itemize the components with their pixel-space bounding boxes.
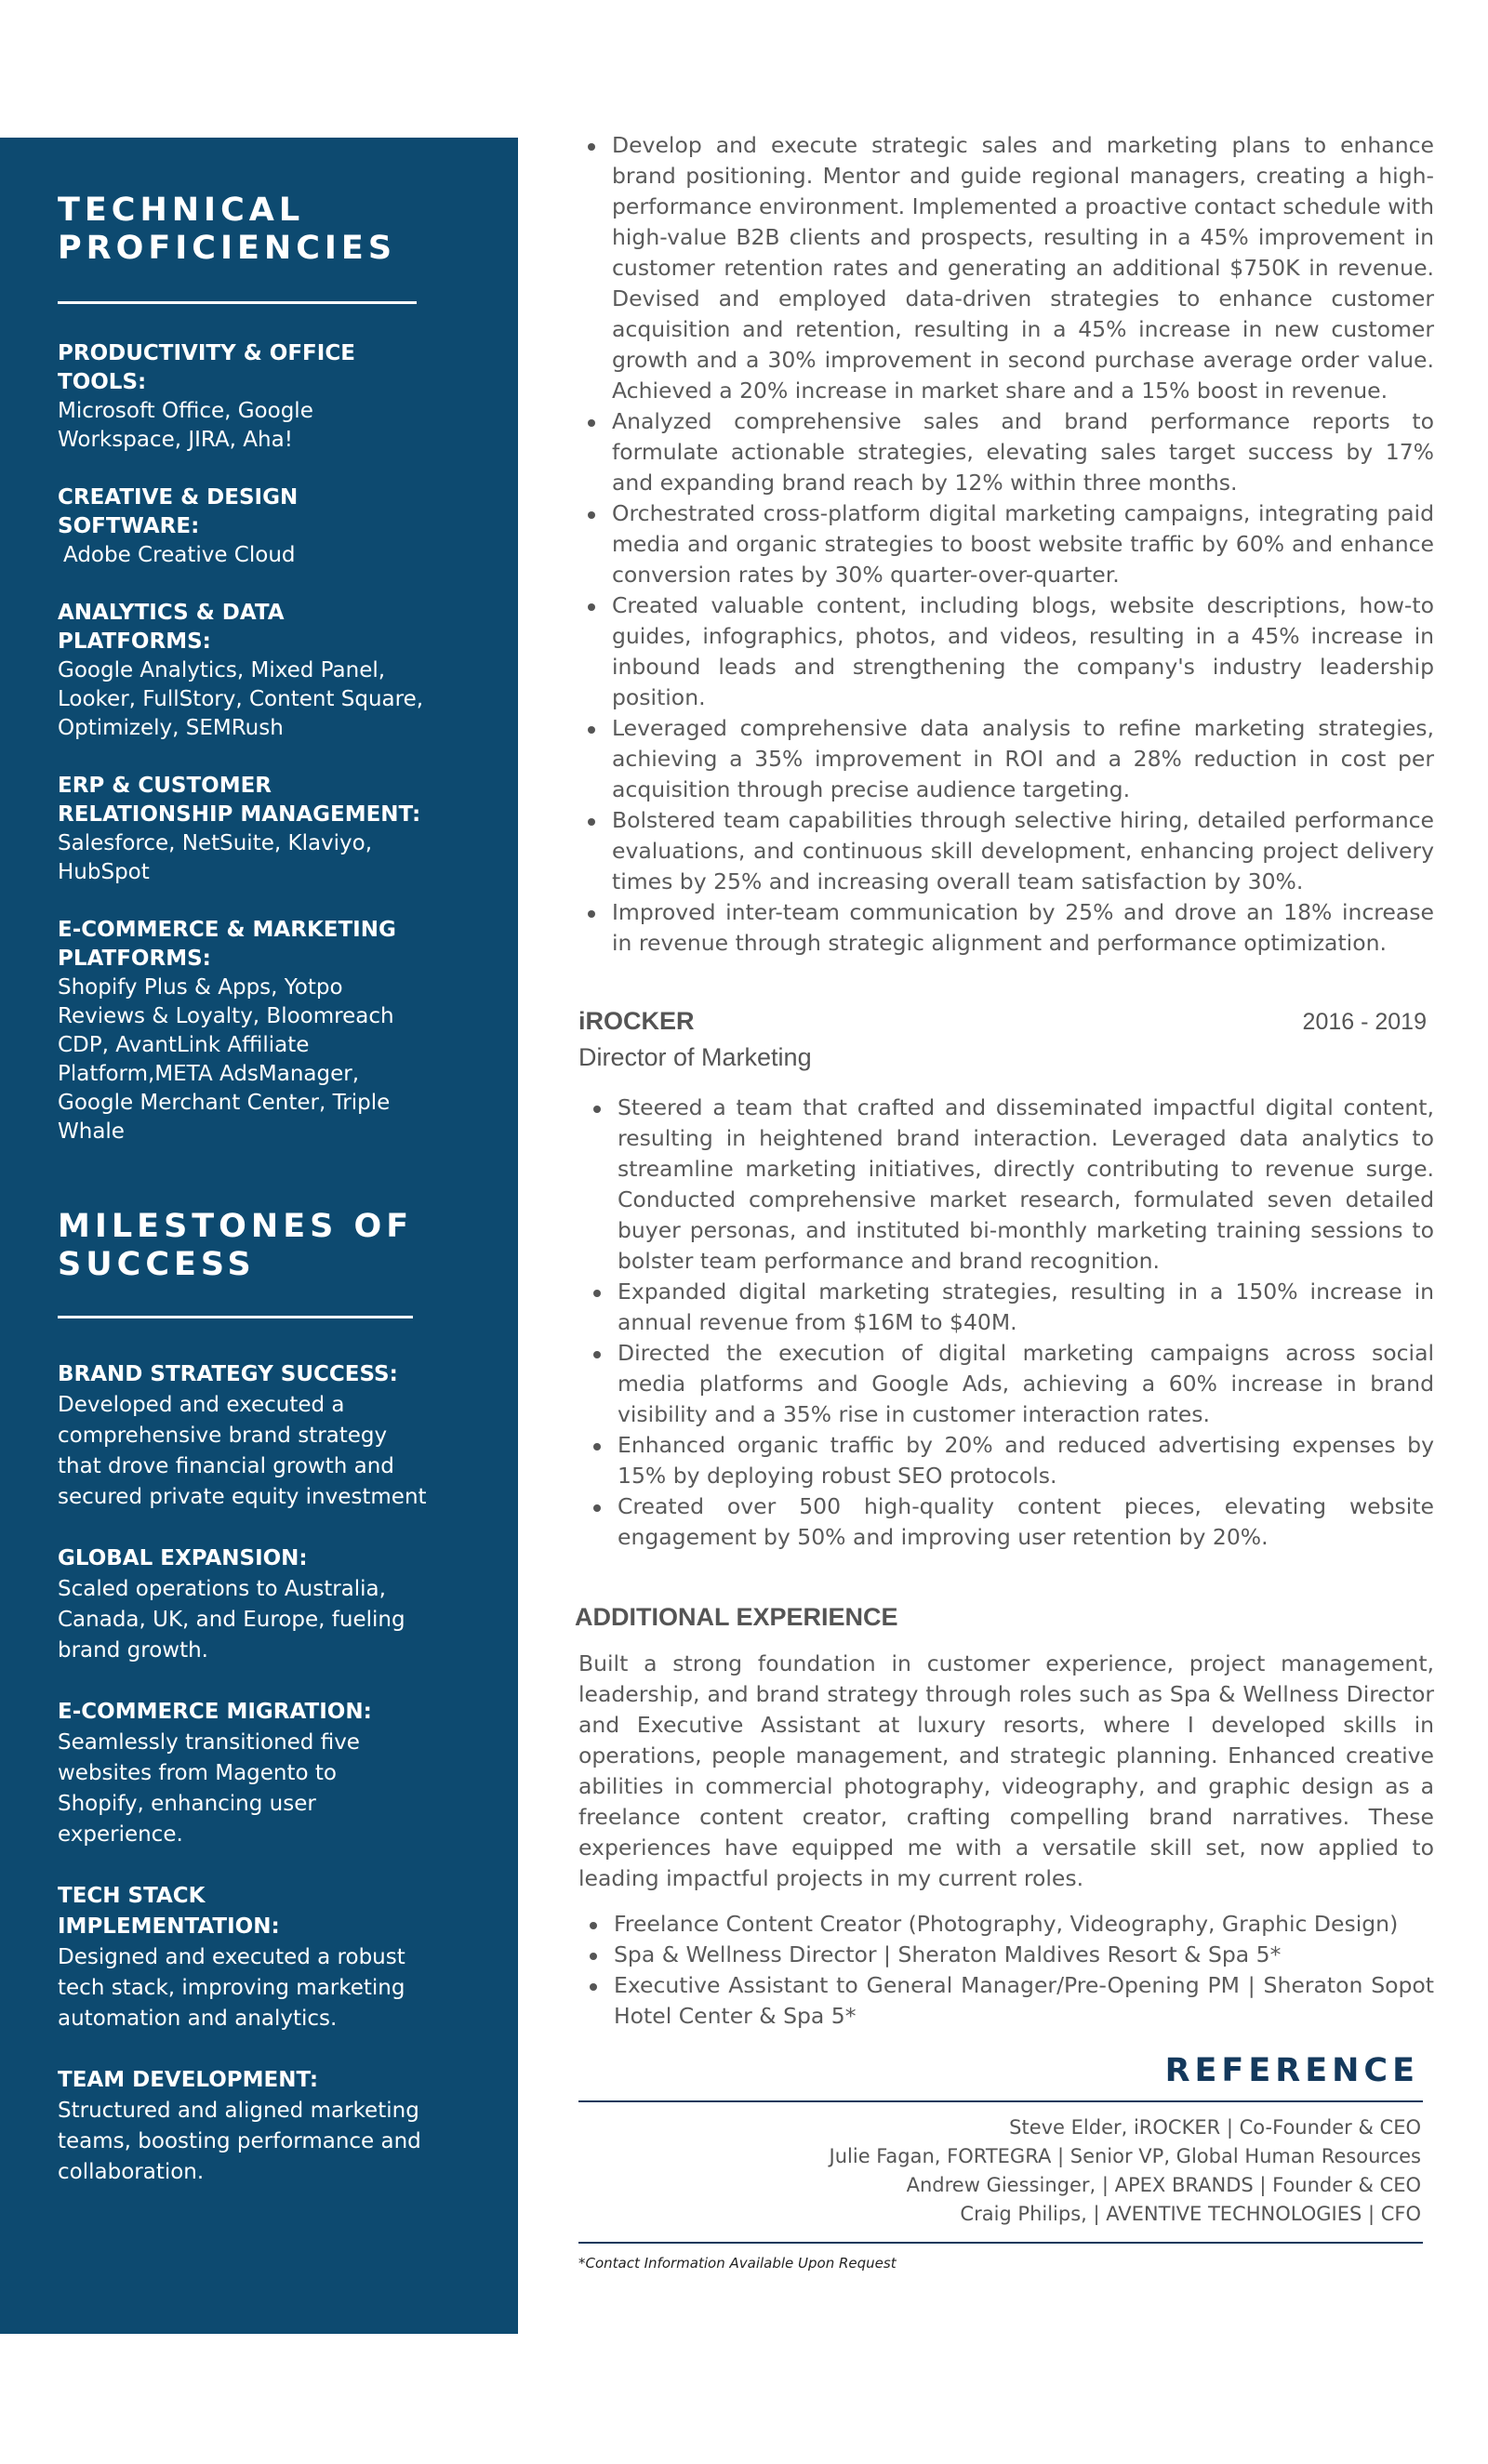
list-item: Created valuable content, including blogs, website descriptions, how-to guides, infographics, photos, and videos, resulting in a 45% increase in inbound leads and strengthening the company's industry leadership position. xyxy=(578,590,1434,713)
proficiencies-list xyxy=(58,339,430,1146)
milestones-heading: MILESTONES OF SUCCESS xyxy=(58,1208,414,1283)
sidebar-divider xyxy=(58,301,417,304)
milestone-text: Seamlessly transitioned five websites from Magento to Shopify, enhancing user experience. xyxy=(58,1730,360,1847)
additional-roles-list xyxy=(578,1909,1434,2032)
milestone-item xyxy=(58,1881,430,2034)
list-item: Enhanced organic traffic by 20% and reduced advertising expenses by 15% by deploying robust SEO protocols. xyxy=(578,1430,1434,1491)
proficiency-label: E-COMMERCE & MARKETING PLATFORMS: xyxy=(58,918,396,971)
list-item: Executive Assistant to General Manager/Pre-Opening PM | Sheraton Sopot Hotel Center & Spa 5* xyxy=(578,1970,1434,2032)
milestone-label: TECH STACK IMPLEMENTATION: xyxy=(58,1884,280,1939)
list-item: Bolstered team capabilities through selective hiring, detailed performance evaluations, and continuous skill development, enhancing project delivery times by 25% and increasing overall team satisfaction by 30%. xyxy=(578,805,1434,897)
sidebar-divider xyxy=(58,1316,413,1318)
milestone-item xyxy=(58,1543,430,1666)
milestone-label: E-COMMERCE MIGRATION: xyxy=(58,1700,372,1724)
reference-entry: Craig Philips, | AVENTIVE TECHNOLOGIES | CFO xyxy=(960,2203,1421,2225)
main-content xyxy=(575,130,1434,2272)
milestone-label: BRAND STRATEGY SUCCESS: xyxy=(58,1362,398,1386)
proficiency-item xyxy=(58,916,430,1146)
list-item: Created over 500 high-quality content pieces, elevating website engagement by 50% and improving user retention by 20%. xyxy=(578,1491,1434,1553)
reference-divider xyxy=(578,2100,1423,2102)
proficiency-text: Adobe Creative Cloud xyxy=(63,543,296,567)
proficiency-text: Microsoft Office, Google Workspace, JIRA, Aha! xyxy=(58,399,313,452)
list-item: Expanded digital marketing strategies, resulting in a 150% increase in annual revenue from $16M to $40M. xyxy=(578,1277,1434,1338)
technical-proficiencies-heading: TECHNICAL PROFICIENCIES xyxy=(58,192,397,267)
milestone-label: TEAM DEVELOPMENT: xyxy=(58,2068,319,2092)
list-item: Freelance Content Creator (Photography, Videography, Graphic Design) xyxy=(578,1909,1434,1940)
proficiency-text: Shopify Plus & Apps, Yotpo Reviews & Loyalty, Bloomreach CDP, AvantLink Affiliate Platform,META AdsManager, Google Merchant Center, Triple Whale xyxy=(58,975,394,1144)
experience-bullets xyxy=(578,130,1434,959)
milestone-item xyxy=(58,2065,430,2188)
reference-entry: Andrew Giessinger, | APEX BRANDS | Founder & CEO xyxy=(906,2174,1421,2196)
additional-experience-summary: Built a strong foundation in customer experience, project management, leadership, and brand strategy through roles such as Spa & Wellness Director and Executive Assistant at luxury resorts, where I developed skills in operations, people management, and strategic planning. Enhanced creative abilities in commercial photography, videography, and graphic design as a freelance content creator, crafting compelling brand narratives. These experiences have equipped me with a versatile skill set, now applied to leading impactful projects in my current roles. xyxy=(578,1650,1434,1891)
proficiency-label: CREATIVE & DESIGN SOFTWARE: xyxy=(58,485,299,538)
proficiency-item xyxy=(58,484,430,570)
job-header xyxy=(578,1007,1434,1036)
job-dates: 2016 - 2019 xyxy=(1302,1009,1427,1035)
proficiency-label: PRODUCTIVITY & OFFICE TOOLS: xyxy=(58,341,355,394)
reference-footnote: *Contact Information Available Upon Request xyxy=(578,2255,897,2272)
sidebar xyxy=(0,138,518,2334)
list-item: Improved inter-team communication by 25% and drove an 18% increase in revenue through strategic alignment and performance optimization. xyxy=(578,897,1434,959)
milestone-label: GLOBAL EXPANSION: xyxy=(58,1546,308,1570)
proficiency-text: Google Analytics, Mixed Panel, Looker, FullStory, Content Square, Optimizely, SEMRush xyxy=(58,658,424,740)
reference-divider xyxy=(578,2242,1423,2244)
additional-experience-heading: ADDITIONAL EXPERIENCE xyxy=(575,1603,898,1631)
reference-list xyxy=(578,2113,1434,2229)
reference-entry: Steve Elder, iROCKER | Co-Founder & CEO xyxy=(1009,2116,1421,2139)
proficiency-item xyxy=(58,772,430,887)
experience-bullets xyxy=(578,1093,1434,1553)
list-item: Leveraged comprehensive data analysis to refine marketing strategies, achieving a 35% improvement in ROI and a 28% reduction in cost per acquisition through precise audience targeting. xyxy=(578,713,1434,805)
proficiency-text: Salesforce, NetSuite, Klaviyo, HubSpot xyxy=(58,831,373,884)
proficiency-item xyxy=(58,339,430,455)
job-title: Director of Marketing xyxy=(578,1043,812,1071)
milestone-text: Developed and executed a comprehensive brand strategy that drove financial growth and secured private equity investment xyxy=(58,1393,427,1509)
reference-heading: REFERENCE xyxy=(1164,2052,1419,2089)
proficiency-item xyxy=(58,599,430,743)
list-item: Directed the execution of digital marketing campaigns across social media platforms and Google Ads, achieving a 60% increase in brand visibility and a 35% rise in customer interaction rates. xyxy=(578,1338,1434,1430)
list-item: Develop and execute strategic sales and marketing plans to enhance brand positioning. Mentor and guide regional managers, creating a high-performance environment. Implemented a proactive contact schedule with high-value B2B clients and prospects, resulting in a 45% improvement in customer retention rates and generating an additional $750K in revenue. Devised and employed data-driven strategies to enhance customer acquisition and retention, resulting in a 45% increase in new customer growth and a 30% improvement in second purchase average order value. Achieved a 20% increase in market share and a 15% boost in revenue. xyxy=(578,130,1434,406)
milestone-item xyxy=(58,1359,430,1513)
proficiency-label: ERP & CUSTOMER RELATIONSHIP MANAGEMENT: xyxy=(58,774,421,827)
milestone-item xyxy=(58,1697,430,1850)
milestone-text: Structured and aligned marketing teams, boosting performance and collaboration. xyxy=(58,2099,421,2184)
reference-entry: Julie Fagan, FORTEGRA | Senior VP, Global Human Resources xyxy=(829,2145,1421,2167)
list-item: Analyzed comprehensive sales and brand performance reports to formulate actionable strategies, elevating sales target success by 17% and expanding brand reach by 12% within three months. xyxy=(578,406,1434,498)
list-item: Orchestrated cross-platform digital marketing campaigns, integrating paid media and organic strategies to boost website traffic by 60% and enhance conversion rates by 30% quarter-over-quarter. xyxy=(578,498,1434,590)
proficiency-label: ANALYTICS & DATA PLATFORMS: xyxy=(58,601,285,654)
milestones-list xyxy=(58,1359,430,2188)
milestone-text: Scaled operations to Australia, Canada, UK, and Europe, fueling brand growth. xyxy=(58,1577,405,1663)
company-name: iROCKER xyxy=(578,1007,695,1035)
milestone-text: Designed and executed a robust tech stack, improving marketing automation and analytics. xyxy=(58,1945,405,2031)
list-item: Steered a team that crafted and disseminated impactful digital content, resulting in heightened brand interaction. Leveraged data analytics to streamline marketing initiatives, directly contributing to revenue surge. Conducted comprehensive market research, formulated seven detailed buyer personas, and instituted bi-monthly marketing training sessions to bolster team performance and brand recognition. xyxy=(578,1093,1434,1277)
list-item: Spa & Wellness Director | Sheraton Maldives Resort & Spa 5* xyxy=(578,1940,1434,1970)
